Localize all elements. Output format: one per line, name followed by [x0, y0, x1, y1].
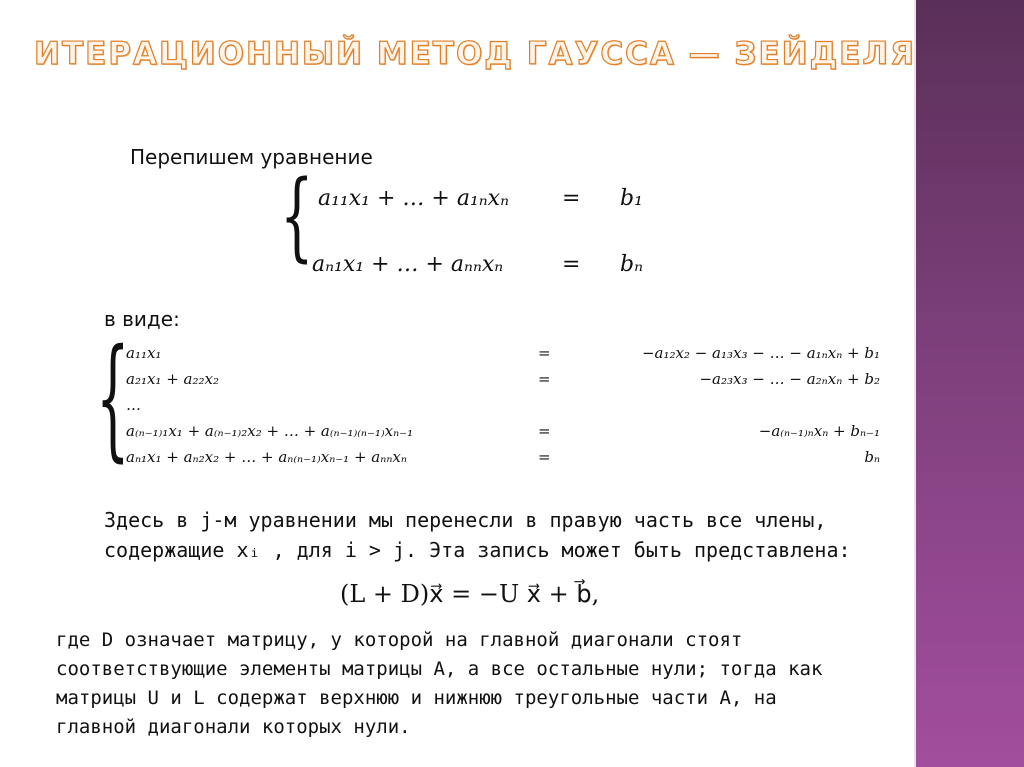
equation-system-rewritten — [96, 321, 886, 475]
system2-row2-lhs: a₂₁x₁ + a₂₂x₂ — [126, 370, 219, 388]
system2-row4-eq: = — [538, 422, 551, 440]
system1-row1-eq: = — [562, 186, 581, 211]
in-form-label: в виде: — [104, 307, 180, 331]
system2-row2-eq: = — [538, 370, 551, 388]
system2-row4-lhs: a₍ₙ₋₁₎₁x₁ + a₍ₙ₋₁₎₂x₂ + … + a₍ₙ₋₁₎₍ₙ₋₁₎xₙ₋₁ — [126, 422, 414, 440]
system1-row1-rhs: b₁ — [620, 186, 643, 211]
matrix-formula: (L + D)x⃗ = −U x⃗ + b⃗, — [340, 580, 600, 608]
system2-row1-lhs: a₁₁x₁ — [126, 344, 162, 362]
system2-row5-lhs: aₙ₁x₁ + aₙ₂x₂ + … + aₙ₍ₙ₋₁₎xₙ₋₁ + aₙₙxₙ — [126, 448, 407, 466]
equation-system-original — [280, 160, 660, 282]
system2-row2-rhs: −a₂₃x₃ − … − a₂ₙxₙ + b₂ — [699, 370, 880, 388]
system-brace: { — [280, 160, 314, 272]
system-brace: { — [96, 321, 130, 475]
system1-row2-rhs: bₙ — [620, 252, 643, 277]
system2-row4-rhs: −a₍ₙ₋₁₎ₙxₙ + bₙ₋₁ — [758, 422, 880, 440]
system1-row2-eq: = — [562, 252, 581, 277]
system1-row2-lhs: aₙ₁x₁ + … + aₙₙxₙ — [312, 252, 504, 277]
system2-row5-rhs: bₙ — [864, 448, 880, 466]
slide-title: ИТЕРАЦИОННЫЙ МЕТОД ГАУССА — ЗЕЙДЕЛЯ — [34, 36, 916, 72]
system2-row5-eq: = — [538, 448, 551, 466]
system2-row3-lhs: … — [126, 396, 141, 414]
explanation-line-2: содержащие xᵢ , для i > j. Эта запись может быть представлена: — [104, 538, 851, 562]
rewrite-label: Перепишем уравнение — [130, 145, 373, 169]
system2-row1-rhs: −a₁₂x₂ − a₁₃x₃ − … − a₁ₙxₙ + b₁ — [641, 344, 880, 362]
definition-paragraph: где D означает матрицу, у которой на главной диагонали стоят соответствующие элементы матрицы A, а все остальные нули; тогда как матрицы U и L содержат верхнюю и нижнюю треугольные части A, на главной диагонали которых нули. — [56, 629, 823, 738]
system2-row1-eq: = — [538, 344, 551, 362]
explanation-line-1: Здесь в j-м уравнении мы перенесли в правую часть все члены, — [104, 508, 827, 532]
system1-row1-lhs: a₁₁x₁ + … + a₁ₙxₙ — [318, 186, 509, 211]
